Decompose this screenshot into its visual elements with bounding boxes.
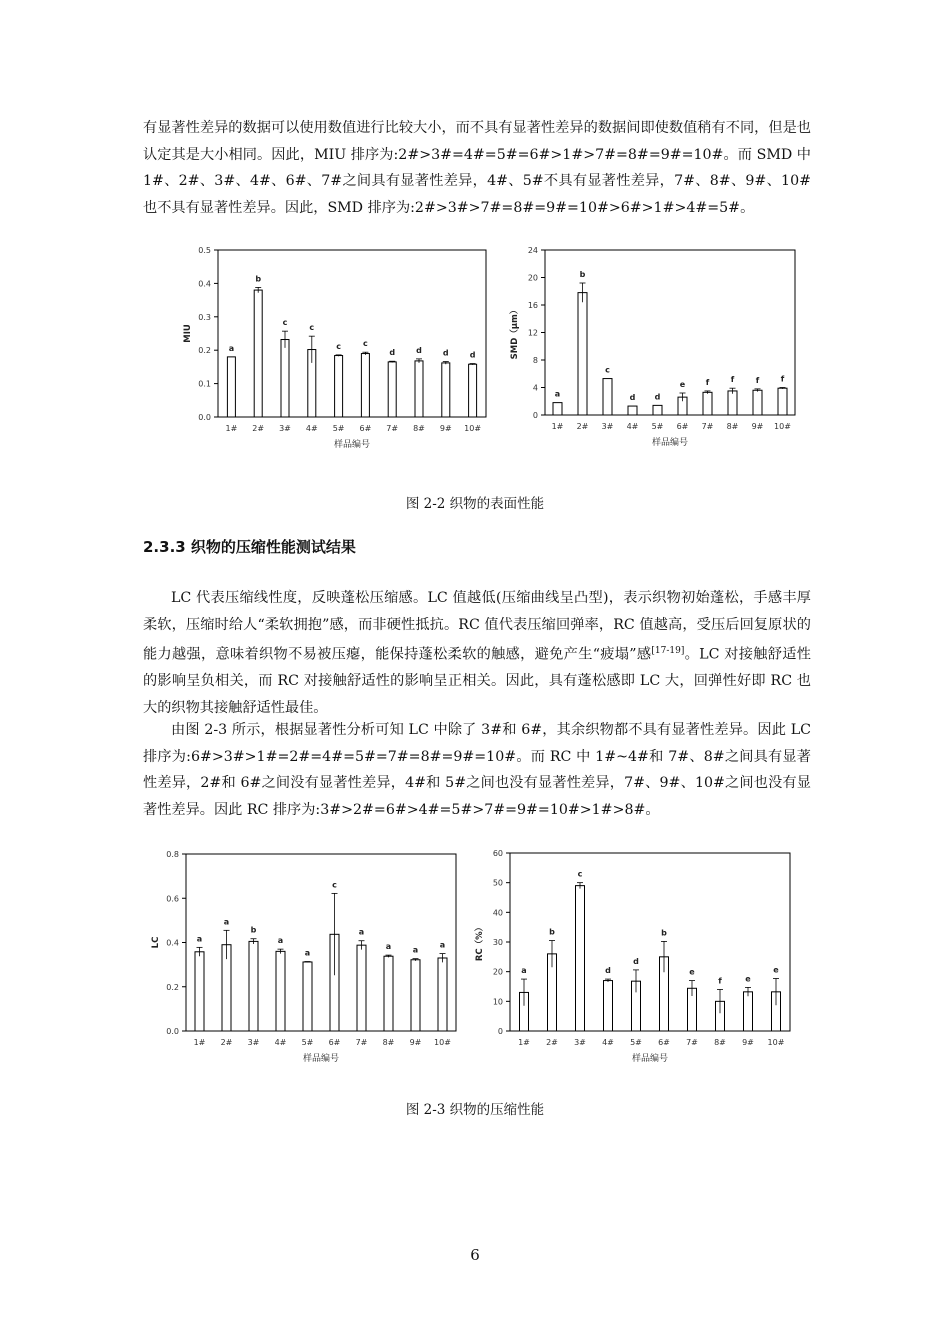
x-tick-label: 5# <box>651 422 664 431</box>
x-axis-label: 样品编号 <box>333 440 371 450</box>
x-tick-label: 2# <box>576 422 589 431</box>
paragraph-text: LC 代表压缩线性度，反映蓬松压缩感。LC 值越低(压缩曲线呈凸型)，表示织物初始蓬松，手感丰厚柔软，压缩时给人“柔软拥抱”感，而非硬性抵抗。RC 值代表压缩回弹率，RC 值越高，受压后回复原状的能力越强，意味着织物不易被压瘪，能保持蓬松柔软的触感，避免产生“疲塌”感 <box>143 590 811 663</box>
citation: [17-19] <box>651 646 685 656</box>
y-axis-label: LC <box>151 936 161 949</box>
x-tick-label: 9# <box>751 422 764 431</box>
significance-letter: a <box>196 934 203 944</box>
y-tick-label: 0.3 <box>198 312 211 322</box>
bar-1# <box>195 952 204 1031</box>
chart-miu <box>180 240 490 465</box>
x-tick-label: 6# <box>328 1038 341 1047</box>
x-tick-label: 9# <box>409 1038 422 1047</box>
x-tick-label: 7# <box>355 1038 368 1047</box>
significance-letter: b <box>549 927 555 937</box>
bar-8# <box>415 361 423 417</box>
bar-9# <box>744 992 753 1031</box>
bar-4# <box>604 981 613 1031</box>
significance-letter: a <box>385 942 392 952</box>
x-tick-label: 4# <box>626 422 639 431</box>
x-tick-label: 10# <box>774 422 791 431</box>
y-tick-label: 0.4 <box>198 279 211 289</box>
figure-caption-2-2: 图 2-2 织物的表面性能 <box>405 496 545 512</box>
significance-letter: f <box>705 377 710 387</box>
x-tick-label: 6# <box>359 424 372 433</box>
bar-10# <box>778 388 787 415</box>
bar-1# <box>553 403 562 415</box>
paragraph-compression-results: 由图 2-3 所示，根据显著性分析可知 LC 中除了 3#和 6#，其余织物都不具有显著性差异。因此 LC 排序为:6#>3#>1#=2#=4#=5#=7#=8#=9#=10#。而 RC 中 1#~4#和 7#、8#之间具有显著性差异，2#和 6#之间没有显著性差异，4#和 5#之间也没有显著性差异，7#、9#、10#之间也没有显著性差异。因此 RC 排序为:3#>2#=6#>4#=5#>7#=9#=10#>1#>8#。 <box>143 722 811 818</box>
significance-letter: e <box>679 380 686 389</box>
significance-letter: f <box>718 976 722 986</box>
x-tick-label: 8# <box>413 424 425 433</box>
y-tick-label: 0.6 <box>166 894 179 904</box>
y-tick-label: 50 <box>492 878 503 888</box>
x-axis-label: 样品编号 <box>302 1054 340 1064</box>
y-tick-label: 16 <box>527 301 538 310</box>
bar-9# <box>442 363 450 417</box>
x-tick-label: 2# <box>252 424 265 433</box>
bar-3# <box>576 886 585 1031</box>
x-tick-label: 4# <box>274 1038 287 1047</box>
bar-2# <box>578 293 587 415</box>
x-tick-label: 5# <box>332 424 345 433</box>
significance-letter: d <box>389 348 396 358</box>
significance-letter: c <box>363 339 368 349</box>
significance-letter: d <box>416 345 422 355</box>
y-axis-label: MIU <box>183 324 193 343</box>
significance-letter: d <box>605 966 611 976</box>
x-tick-label: 9# <box>742 1038 754 1047</box>
significance-letter: a <box>304 948 311 958</box>
x-tick-label: 7# <box>386 424 399 433</box>
x-tick-label: 4# <box>305 424 318 433</box>
y-tick-label: 40 <box>492 908 503 918</box>
y-tick-label: 24 <box>527 246 538 255</box>
bar-5# <box>653 405 662 415</box>
bar-8# <box>384 956 393 1031</box>
significance-letter: c <box>336 341 341 351</box>
significance-letter: f <box>780 374 785 384</box>
significance-letter: c <box>605 365 610 375</box>
significance-letter: e <box>745 974 751 984</box>
x-tick-label: 1# <box>225 424 238 433</box>
figure-caption-2-3: 图 2-3 织物的压缩性能 <box>405 1102 545 1118</box>
x-tick-label: 8# <box>714 1038 726 1047</box>
paragraph-text: 。LC 对接触舒适性的影响呈负相关，而 RC 对接触舒适性的影响呈正相关。因此，具有蓬松感即 LC 大，回弹性好即 RC 也大的织物其接触舒适性最佳。 <box>143 646 811 716</box>
section-heading: 2.3.3 织物的压缩性能测试结果 <box>143 538 356 556</box>
x-tick-label: 5# <box>301 1038 314 1047</box>
y-tick-label: 4 <box>532 383 538 393</box>
x-tick-label: 9# <box>439 424 452 433</box>
bar-10# <box>438 958 447 1031</box>
y-tick-label: 0.5 <box>198 246 211 255</box>
bar-8# <box>728 391 737 415</box>
x-tick-label: 8# <box>726 422 739 431</box>
x-tick-label: 1# <box>551 422 564 431</box>
x-tick-label: 10# <box>767 1038 785 1047</box>
x-tick-label: 5# <box>630 1038 642 1047</box>
bar-5# <box>335 356 343 417</box>
y-tick-label: 0.0 <box>198 413 211 422</box>
significance-letter: f <box>755 375 760 385</box>
bar-1# <box>227 357 235 417</box>
significance-letter: c <box>309 323 315 333</box>
y-tick-label: 60 <box>492 849 503 858</box>
y-axis-label: SMD（μm） <box>510 305 520 360</box>
bar-2# <box>254 290 262 417</box>
y-tick-label: 0 <box>532 411 538 420</box>
significance-letter: b <box>250 925 257 935</box>
bar-6# <box>361 354 369 417</box>
x-tick-label: 8# <box>382 1038 395 1047</box>
y-tick-label: 20 <box>492 967 503 977</box>
bar-9# <box>753 390 762 415</box>
significance-letter: b <box>255 274 262 284</box>
y-tick-label: 0.4 <box>166 938 179 948</box>
x-tick-label: 3# <box>601 422 614 431</box>
x-tick-label: 3# <box>574 1038 586 1047</box>
x-axis-label: 样品编号 <box>651 438 689 448</box>
bar-3# <box>281 340 289 417</box>
x-tick-label: 4# <box>602 1038 614 1047</box>
paragraph-results-surface: 有显著性差异的数据可以使用数值进行比较大小，而不具有显著性差异的数据间即使数值稍有不同，但是也认定其是大小相同。因此，MIU 排序为:2#>3#=4#=5#=6#>1#>7#=8#=9#=10#。而 SMD 中 1#、2#、3#、4#、6#、7#之间具有显著性差异，4#、5#不具有显著性差异，7#、8#、9#、10#也不具有显著性差异。因此，SMD 排序为:2#>3#>7#=8#=9#=10#>6#>1#>4#=5#。 <box>143 120 811 216</box>
bar-7# <box>357 945 366 1031</box>
bar-10# <box>469 364 477 417</box>
bar-4# <box>628 406 637 415</box>
significance-letter: a <box>228 343 235 353</box>
significance-letter: e <box>773 965 779 975</box>
significance-letter: d <box>654 392 661 402</box>
y-tick-label: 12 <box>527 328 538 338</box>
y-axis-label: RC（%） <box>475 922 485 962</box>
significance-letter: a <box>358 927 365 937</box>
page-number: 6 <box>470 1246 480 1264</box>
x-tick-label: 7# <box>701 422 714 431</box>
significance-letter: a <box>439 940 446 950</box>
x-tick-label: 6# <box>676 422 689 431</box>
x-tick-label: 1# <box>193 1038 206 1047</box>
y-tick-label: 8 <box>532 356 538 365</box>
bar-9# <box>411 960 420 1031</box>
significance-letter: a <box>277 936 284 946</box>
significance-letter: c <box>282 318 288 328</box>
y-tick-label: 0.0 <box>166 1027 179 1036</box>
significance-letter: e <box>689 967 695 977</box>
x-tick-label: 3# <box>247 1038 260 1047</box>
y-tick-label: 20 <box>527 273 538 283</box>
y-tick-label: 0 <box>497 1027 503 1036</box>
significance-letter: a <box>412 945 419 955</box>
significance-letter: a <box>521 966 527 976</box>
significance-letter: c <box>577 869 583 879</box>
y-tick-label: 0.2 <box>198 346 211 356</box>
x-tick-label: 2# <box>220 1038 233 1047</box>
x-tick-label: 1# <box>518 1038 530 1047</box>
x-tick-label: 3# <box>279 424 291 433</box>
significance-letter: d <box>629 393 636 403</box>
bar-7# <box>388 362 396 417</box>
bar-3# <box>249 941 258 1031</box>
x-axis-label: 样品编号 <box>631 1054 669 1064</box>
bar-4# <box>276 951 285 1031</box>
x-tick-label: 2# <box>546 1038 558 1047</box>
chart-rc <box>470 843 800 1073</box>
y-tick-label: 10 <box>492 997 503 1007</box>
y-tick-label: 0.8 <box>166 850 179 859</box>
significance-letter: b <box>579 270 586 279</box>
y-tick-label: 0.1 <box>198 379 211 389</box>
chart-lc <box>150 843 470 1073</box>
chart-smd <box>505 240 815 465</box>
x-tick-label: 10# <box>434 1038 451 1047</box>
x-tick-label: 7# <box>686 1038 698 1047</box>
significance-letter: d <box>442 348 449 358</box>
significance-letter: f <box>730 375 735 385</box>
significance-letter: d <box>469 350 476 360</box>
y-tick-label: 0.2 <box>166 982 179 992</box>
significance-letter: c <box>332 880 337 890</box>
paragraph-lc-rc-definition <box>143 585 811 721</box>
bar-7# <box>703 392 712 415</box>
bar-3# <box>603 379 612 415</box>
significance-letter: b <box>661 928 667 938</box>
x-tick-label: 6# <box>658 1038 670 1047</box>
significance-letter: a <box>554 389 561 399</box>
significance-letter: a <box>223 917 230 927</box>
x-tick-label: 10# <box>464 424 482 433</box>
bar-5# <box>303 962 312 1031</box>
y-tick-label: 30 <box>492 938 503 947</box>
significance-letter: d <box>633 956 639 966</box>
